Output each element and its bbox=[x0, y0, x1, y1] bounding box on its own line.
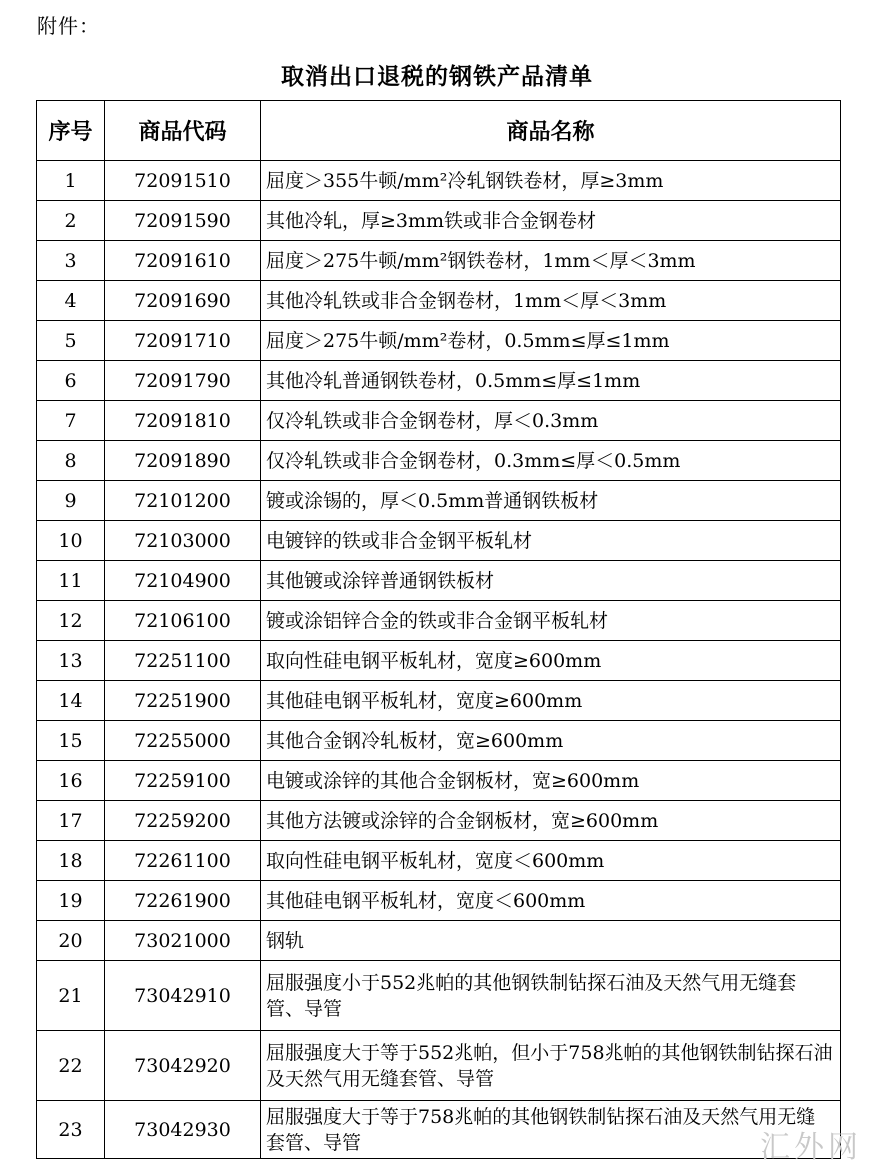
table-row bbox=[37, 601, 841, 641]
product-list-table bbox=[36, 100, 841, 1159]
row-index: 13 bbox=[37, 641, 105, 681]
row-index: 18 bbox=[37, 841, 105, 881]
table-row bbox=[37, 441, 841, 481]
row-code: 72259100 bbox=[105, 761, 261, 801]
table-row bbox=[37, 481, 841, 521]
row-index: 8 bbox=[37, 441, 105, 481]
row-name: 电镀或涂锌的其他合金钢板材，宽≥600mm bbox=[261, 761, 841, 801]
table-row bbox=[37, 241, 841, 281]
row-index: 9 bbox=[37, 481, 105, 521]
row-code: 72261900 bbox=[105, 881, 261, 921]
row-index: 10 bbox=[37, 521, 105, 561]
row-name: 其他冷轧铁或非合金钢卷材，1mm＜厚＜3mm bbox=[261, 281, 841, 321]
row-index: 17 bbox=[37, 801, 105, 841]
table-row bbox=[37, 521, 841, 561]
row-code: 72091710 bbox=[105, 321, 261, 361]
row-name: 屈服强度大于等于758兆帕的其他钢铁制钻探石油及天然气用无缝套管、导管 bbox=[261, 1101, 841, 1159]
row-code: 72255000 bbox=[105, 721, 261, 761]
row-index: 15 bbox=[37, 721, 105, 761]
row-name: 屈服强度大于等于552兆帕，但小于758兆帕的其他钢铁制钻探石油及天然气用无缝套管、导管 bbox=[261, 1031, 841, 1101]
row-code: 72103000 bbox=[105, 521, 261, 561]
row-index: 4 bbox=[37, 281, 105, 321]
header-name: 商品名称 bbox=[261, 101, 841, 161]
table-row bbox=[37, 361, 841, 401]
table-row bbox=[37, 201, 841, 241]
row-name: 其他方法镀或涂锌的合金钢板材，宽≥600mm bbox=[261, 801, 841, 841]
row-code: 72106100 bbox=[105, 601, 261, 641]
row-code: 73042930 bbox=[105, 1101, 261, 1159]
row-code: 72104900 bbox=[105, 561, 261, 601]
row-code: 72251900 bbox=[105, 681, 261, 721]
table-row bbox=[37, 281, 841, 321]
table-row bbox=[37, 721, 841, 761]
row-code: 73021000 bbox=[105, 921, 261, 961]
row-index: 7 bbox=[37, 401, 105, 441]
row-code: 72091510 bbox=[105, 161, 261, 201]
row-code: 72101200 bbox=[105, 481, 261, 521]
watermark-logo: 汇外网 bbox=[760, 1130, 862, 1165]
row-code: 73042910 bbox=[105, 961, 261, 1031]
row-name: 镀或涂锡的，厚＜0.5mm普通钢铁板材 bbox=[261, 481, 841, 521]
table-row bbox=[37, 681, 841, 721]
row-name: 镀或涂铝锌合金的铁或非合金钢平板轧材 bbox=[261, 601, 841, 641]
row-name: 屈度＞275牛顿/mm²卷材，0.5mm≤厚≤1mm bbox=[261, 321, 841, 361]
row-name: 仅冷轧铁或非合金钢卷材，0.3mm≤厚＜0.5mm bbox=[261, 441, 841, 481]
row-code: 72261100 bbox=[105, 841, 261, 881]
row-index: 21 bbox=[37, 961, 105, 1031]
attachment-label: 附件： bbox=[37, 14, 100, 38]
row-name: 屈度＞275牛顿/mm²钢铁卷材，1mm＜厚＜3mm bbox=[261, 241, 841, 281]
row-name: 仅冷轧铁或非合金钢卷材，厚＜0.3mm bbox=[261, 401, 841, 441]
row-index: 2 bbox=[37, 201, 105, 241]
row-name: 取向性硅电钢平板轧材，宽度≥600mm bbox=[261, 641, 841, 681]
table-header-row bbox=[37, 101, 841, 161]
row-index: 11 bbox=[37, 561, 105, 601]
table-row bbox=[37, 321, 841, 361]
row-index: 23 bbox=[37, 1101, 105, 1159]
row-name: 其他冷轧，厚≥3mm铁或非合金钢卷材 bbox=[261, 201, 841, 241]
row-code: 72251100 bbox=[105, 641, 261, 681]
row-code: 72091890 bbox=[105, 441, 261, 481]
row-name: 其他硅电钢平板轧材，宽度≥600mm bbox=[261, 681, 841, 721]
row-code: 72091610 bbox=[105, 241, 261, 281]
row-name: 其他合金钢冷轧板材，宽≥600mm bbox=[261, 721, 841, 761]
table-row bbox=[37, 841, 841, 881]
row-index: 19 bbox=[37, 881, 105, 921]
row-code: 72091590 bbox=[105, 201, 261, 241]
row-code: 72091810 bbox=[105, 401, 261, 441]
row-index: 1 bbox=[37, 161, 105, 201]
row-index: 22 bbox=[37, 1031, 105, 1101]
row-name: 其他镀或涂锌普通钢铁板材 bbox=[261, 561, 841, 601]
table-row bbox=[37, 1031, 841, 1101]
table-row bbox=[37, 801, 841, 841]
row-index: 3 bbox=[37, 241, 105, 281]
table-row bbox=[37, 561, 841, 601]
row-code: 72259200 bbox=[105, 801, 261, 841]
row-index: 12 bbox=[37, 601, 105, 641]
row-index: 16 bbox=[37, 761, 105, 801]
table-row bbox=[37, 401, 841, 441]
header-index: 序号 bbox=[37, 101, 105, 161]
row-name: 取向性硅电钢平板轧材，宽度＜600mm bbox=[261, 841, 841, 881]
row-name: 电镀锌的铁或非合金钢平板轧材 bbox=[261, 521, 841, 561]
row-name: 屈度＞355牛顿/mm²冷轧钢铁卷材，厚≥3mm bbox=[261, 161, 841, 201]
row-index: 6 bbox=[37, 361, 105, 401]
table-row bbox=[37, 961, 841, 1031]
row-index: 14 bbox=[37, 681, 105, 721]
row-code: 73042920 bbox=[105, 1031, 261, 1101]
table-row bbox=[37, 921, 841, 961]
row-code: 72091690 bbox=[105, 281, 261, 321]
row-name: 屈服强度小于552兆帕的其他钢铁制钻探石油及天然气用无缝套管、导管 bbox=[261, 961, 841, 1031]
row-name: 其他硅电钢平板轧材，宽度＜600mm bbox=[261, 881, 841, 921]
row-name: 钢轨 bbox=[261, 921, 841, 961]
header-code: 商品代码 bbox=[105, 101, 261, 161]
row-index: 5 bbox=[37, 321, 105, 361]
table-row bbox=[37, 161, 841, 201]
row-name: 其他冷轧普通钢铁卷材，0.5mm≤厚≤1mm bbox=[261, 361, 841, 401]
table-row bbox=[37, 881, 841, 921]
table-row bbox=[37, 641, 841, 681]
table-row bbox=[37, 761, 841, 801]
document-title: 取消出口退税的钢铁产品清单 bbox=[281, 64, 593, 90]
table-row bbox=[37, 1101, 841, 1159]
row-code: 72091790 bbox=[105, 361, 261, 401]
row-index: 20 bbox=[37, 921, 105, 961]
